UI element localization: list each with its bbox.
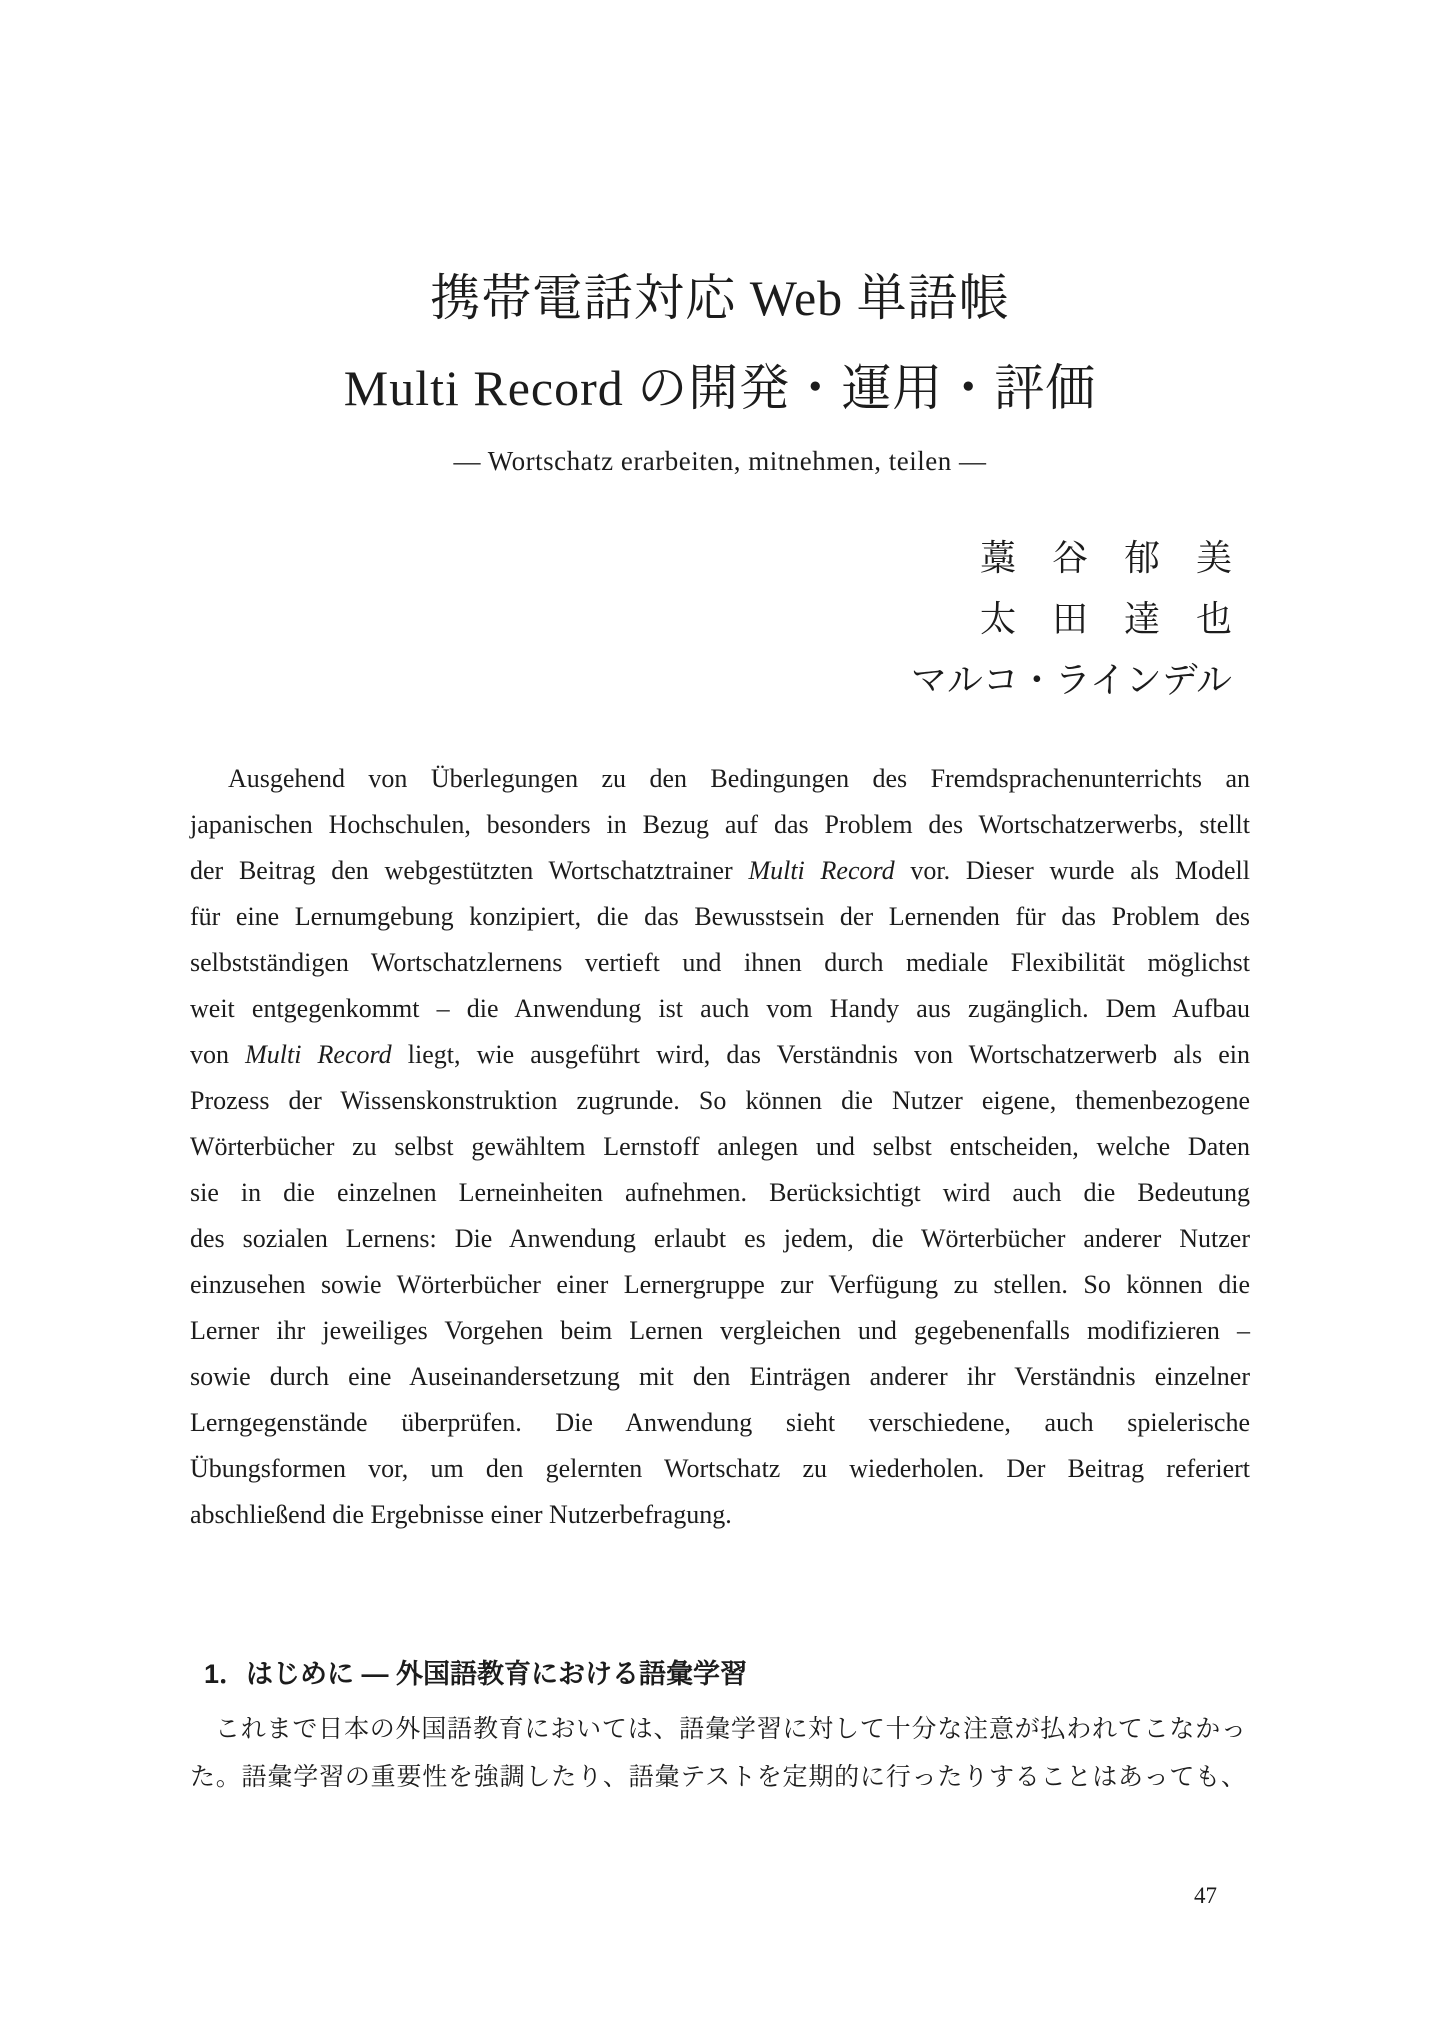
abstract-line <box>190 1446 1250 1492</box>
paper-title-line2: Multi Record の開発・運用・評価 <box>343 360 1097 416</box>
author-name: 太 田 達 也 <box>979 599 1232 639</box>
abstract-line <box>190 1308 1250 1354</box>
section-body <box>190 1706 1246 1802</box>
author-block <box>911 528 1232 711</box>
abstract-text: weit entgegenkommt – die Anwendung ist auch vom Handy aus zugänglich. Dem Aufbau <box>190 994 1250 1023</box>
abstract-text: der Beitrag den webgestützten Wortschatztrainer <box>190 856 749 885</box>
abstract-text: Lerngegenstände überprüfen. Die Anwendung sieht verschiedene, auch spielerische <box>190 1408 1250 1437</box>
german-abstract <box>190 756 1250 1538</box>
abstract-italic-text: Multi Record <box>245 1040 392 1069</box>
abstract-text: für eine Lernumgebung konzipiert, die das Bewusstsein der Lernenden für das Problem des <box>190 902 1250 931</box>
abstract-line <box>190 1400 1250 1446</box>
abstract-text: liegt, wie ausgeführt wird, das Verständnis von Wortschatzerwerb als ein <box>391 1040 1251 1069</box>
section-heading: 1．はじめに ― 外国語教育における語彙学習 <box>204 1659 748 1689</box>
abstract-text: von <box>190 1040 246 1069</box>
abstract-line <box>190 1032 1250 1078</box>
abstract-line <box>190 848 1250 894</box>
abstract-line <box>190 802 1250 848</box>
abstract-text: sie in die einzelnen Lerneinheiten aufnehmen. Berücksichtigt wird auch die Bedeutung <box>190 1178 1250 1207</box>
abstract-line <box>190 1170 1250 1216</box>
paper-subtitle: — Wortschatz erarbeiten, mitnehmen, teilen — <box>453 446 987 476</box>
abstract-text: Ausgehend von Überlegungen zu den Bedingungen des Fremdsprachenunterrichts an <box>228 764 1250 793</box>
abstract-line <box>190 986 1250 1032</box>
abstract-text: Prozess der Wissenskonstruktion zugrunde. So können die Nutzer eigene, themenbezogene <box>190 1086 1250 1115</box>
abstract-line <box>190 940 1250 986</box>
page-number: 47 <box>1194 1883 1217 1908</box>
paper-title-line1: 携帯電話対応 Web 単語帳 <box>430 270 1010 326</box>
abstract-line <box>190 1354 1250 1400</box>
section-1 <box>190 1656 1246 1802</box>
author-name: マルコ・ラインデル <box>910 660 1232 700</box>
abstract-text: des sozialen Lernens: Die Anwendung erlaubt es jedem, die Wörterbücher anderer Nutzer <box>190 1224 1250 1253</box>
author-name: 藁 谷 郁 美 <box>979 538 1232 578</box>
abstract-line <box>190 1078 1250 1124</box>
abstract-italic-text: Multi Record <box>748 856 895 885</box>
abstract-line <box>190 894 1250 940</box>
abstract-text: selbstständigen Wortschatzlernens vertieft und ihnen durch mediale Flexibilität möglichst <box>190 948 1250 977</box>
body-line: た。語彙学習の重要性を強調したり、語彙テストを定期的に行ったりすることはあっても、 <box>190 1764 1246 1791</box>
abstract-text: Lerner ihr jeweiliges Vorgehen beim Lernen vergleichen und gegebenenfalls modifizieren – <box>190 1316 1250 1345</box>
abstract-line <box>190 756 1250 802</box>
abstract-text: vor. Dieser wurde als Modell <box>894 856 1250 885</box>
abstract-text: abschließend die Ergebnisse einer Nutzerbefragung. <box>190 1500 732 1529</box>
abstract-text: Wörterbücher zu selbst gewähltem Lernstoff anlegen und selbst entscheiden, welche Daten <box>190 1132 1250 1161</box>
abstract-text: sowie durch eine Auseinandersetzung mit den Einträgen anderer ihr Verständnis einzelner <box>190 1362 1250 1391</box>
title-block <box>190 268 1250 478</box>
body-line: これまで日本の外国語教育においては、語彙学習に対して十分な注意が払われてこなかっ <box>215 1716 1246 1743</box>
abstract-line <box>190 1216 1250 1262</box>
abstract-text: japanischen Hochschulen, besonders in Bezug auf das Problem des Wortschatzerwerbs, stellt <box>190 810 1250 839</box>
abstract-text: Übungsformen vor, um den gelernten Wortschatz zu wiederholen. Der Beitrag referiert <box>190 1454 1250 1483</box>
abstract-text: einzusehen sowie Wörterbücher einer Lernergruppe zur Verfügung zu stellen. So können die <box>190 1270 1250 1299</box>
abstract-line <box>190 1262 1250 1308</box>
abstract-line <box>190 1492 1250 1538</box>
abstract-line <box>190 1124 1250 1170</box>
